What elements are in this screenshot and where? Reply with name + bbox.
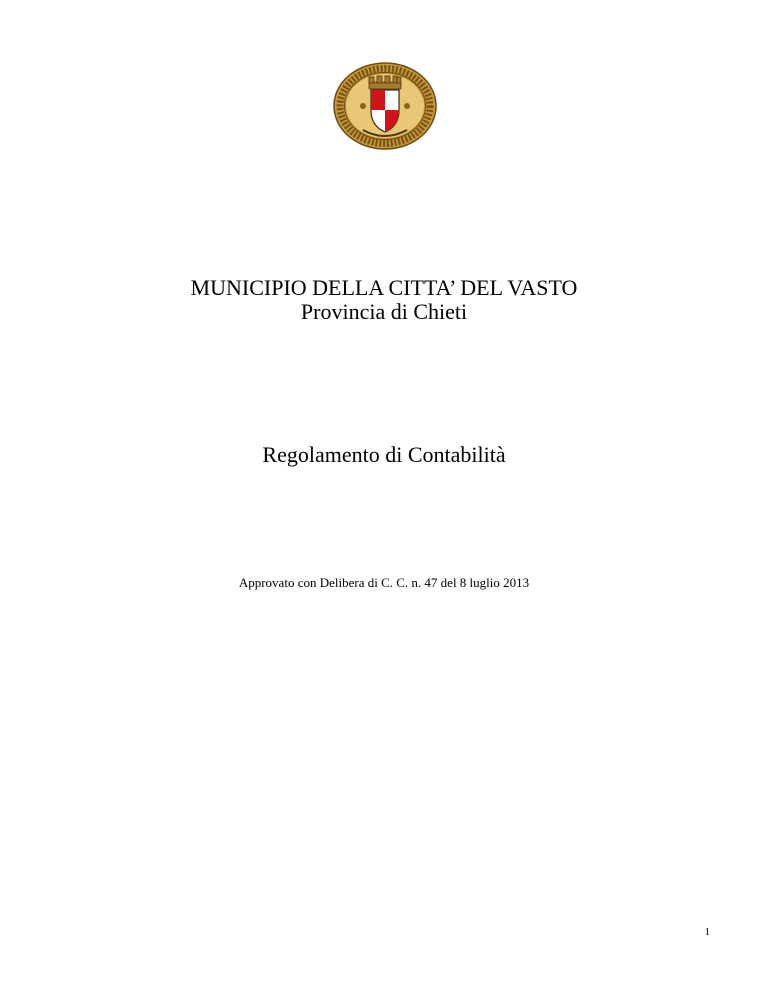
page-number: 1 — [704, 926, 710, 938]
document-title: Regolamento di Contabilità — [262, 442, 506, 467]
municipality-name: MUNICIPIO DELLA CITTA’ DEL VASTO — [190, 275, 578, 300]
approval-note: Approvato con Delibera di C. C. n. 47 del 8 luglio 2013 — [238, 575, 530, 590]
municipal-seal-icon — [333, 62, 437, 150]
municipality-heading — [0, 276, 768, 324]
province-name: Provincia di Chieti — [300, 299, 468, 324]
